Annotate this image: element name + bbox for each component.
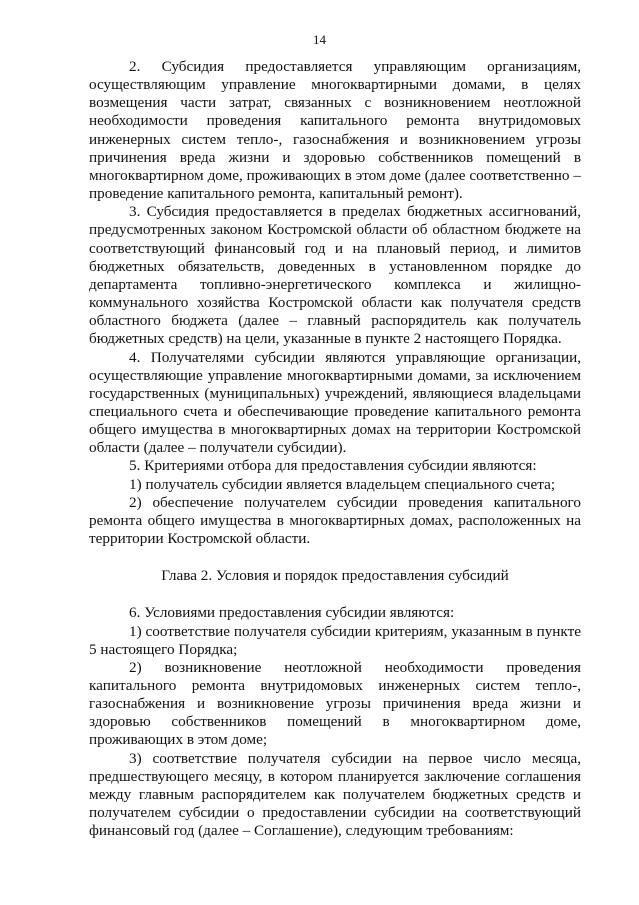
chapter-heading: Глава 2. Условия и порядок предоставления субсидий — [161, 567, 509, 585]
paragraph-item-6-2: 2) возникновение неотложной необходимости проведения капитального ремонта внутридомовых инженерных систем тепло-, газоснабжения и возникновение угрозы причинения вреда жизни и здоровью собственников помещений в многоквартирном доме, проживающих в этом доме; — [89, 658, 581, 749]
paragraph-item-6: 6. Условиями предоставления субсидии являются: — [129, 604, 455, 622]
paragraph-item-2: 2. Субсидия предоставляется управляющим организациям, осуществляющим управление многоквартирными домами, в целях возмещения части затрат, связанных с возникновением неотложной необходимости проведения капитального ремонта внутридомовых инженерных систем тепло-, газоснабжения и возникновением угрозы причинения вреда жизни и здоровью собственников помещений в многоквартирном доме, проживающих в этом доме (далее соответственно – проведение капитального ремонта, капитальный ремонт). — [89, 58, 581, 203]
paragraph-item-5: 5. Критериями отбора для предоставления субсидии являются: — [129, 457, 537, 475]
paragraph-item-6-1: 1) соответствие получателя субсидии критериям, указанным в пункте 5 настоящего Порядка; — [89, 622, 581, 658]
paragraph-item-5-2: 2) обеспечение получателем субсидии проведения капитального ремонта общего имущества в многоквартирных домах, расположенных на территории Костромской области. — [89, 493, 581, 548]
paragraph-item-4: 4. Получателями субсидии являются управляющие организации, осуществляющие управление многоквартирными домами, за исключением государственных (муниципальных) учреждений, являющиеся владельцами специального счета и обеспечивающие проведение капитального ремонта общего имущества в многоквартирных домах на территории Костромской области (далее – получатели субсидии). — [89, 348, 581, 457]
document-body — [89, 58, 581, 840]
paragraph-item-6-3: 3) соответствие получателя субсидии на первое число месяца, предшествующего месяцу, в котором планируется заключение соглашения между главным распорядителем как получателем бюджетных средств и получателем субсидии о предоставлении субсидии на соответствующий финансовый год (далее – Соглашение), следующим требованиям: — [89, 749, 581, 840]
paragraph-item-3: 3. Субсидия предоставляется в пределах бюджетных ассигнований, предусмотренных законом Костромской области об областном бюджете на соответствующий финансовый год и на плановый период, и лимитов бюджетных обязательств, доведенных в установленном порядке до департамента топливно-энергетического комплекса и жилищно-коммунального хозяйства Костромской области как получателя средств областного бюджета (далее – главный распорядитель как получатель бюджетных средств) на цели, указанные в пункте 2 настоящего Порядка. — [89, 203, 581, 348]
page-number: 14 — [313, 32, 326, 47]
paragraph-item-5-1: 1) получатель субсидии является владельцем специального счета; — [129, 475, 556, 493]
